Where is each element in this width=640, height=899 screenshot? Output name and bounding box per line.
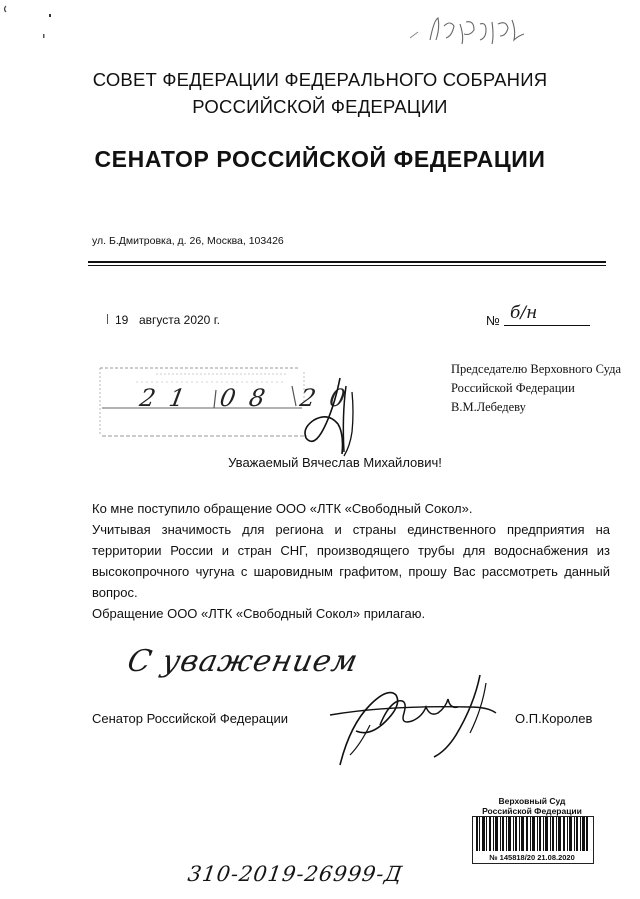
letter-body xyxy=(92,498,610,624)
court-stamp-line2: Российской Федерации xyxy=(482,806,582,816)
header-divider-thick xyxy=(88,261,606,263)
margin-marks xyxy=(0,0,60,50)
letter-number-value: б/н xyxy=(510,303,538,323)
stamp-handwritten-date: 21 08 20 xyxy=(137,384,362,412)
court-registration-stamp xyxy=(470,796,594,866)
organization-name-line1: СОВЕТ ФЕДЕРАЦИИ ФЕДЕРАЛЬНОГО СОБРАНИЯ xyxy=(92,69,548,90)
addressee-line2: Российской Федерации xyxy=(451,381,575,395)
letter-number-label: № xyxy=(486,313,500,328)
barcode-icon xyxy=(476,817,588,851)
letter-date-day: 19 xyxy=(115,313,129,327)
court-registration-number: № 145818/20 21.08.2020 xyxy=(489,853,575,862)
handwritten-closing-text: С уважением xyxy=(124,644,362,679)
handwritten-case-number: 310-2019-26999-Д xyxy=(186,862,405,886)
header-divider-thin xyxy=(88,265,606,266)
letter-greeting: Уважаемый Вячеслав Михайлович! xyxy=(228,455,442,470)
signatory-name: О.П.Королев xyxy=(515,711,593,726)
body-paragraph-2: Учитывая значимость для региона и страны единственного предприятия на территории России и стран СНГ, производящего трубы для водоснабжения из высокопрочного чугуна с шаровидным графитом, прошу Вас рассмотреть данный вопрос. xyxy=(92,522,610,600)
date-tick-mark xyxy=(107,314,108,324)
letter-date-month-year: августа 2020 г. xyxy=(139,313,220,327)
incoming-registration-stamp xyxy=(96,362,362,442)
letter-number-underline xyxy=(504,325,590,326)
body-paragraph-3: Обращение ООО «ЛТК «Свободный Сокол» прилагаю. xyxy=(92,606,426,621)
addressee-line1: Председателю Верховного Суда xyxy=(451,362,621,376)
main-signature xyxy=(310,655,510,775)
signatory-title: Сенатор Российской Федерации xyxy=(92,711,288,726)
sender-address: ул. Б.Дмитровка, д. 26, Москва, 103426 xyxy=(92,235,284,247)
letterhead-title: СЕНАТОР РОССИЙСКОЙ ФЕДЕРАЦИИ xyxy=(94,146,546,172)
organization-name-line2: РОССИЙСКОЙ ФЕДЕРАЦИИ xyxy=(192,96,448,117)
court-stamp-line1: Верховный Суд xyxy=(498,796,566,806)
handwritten-resolution-scribble xyxy=(400,10,550,50)
addressee-name: В.М.Лебедеву xyxy=(451,400,526,414)
body-paragraph-1: Ко мне поступило обращение ООО «ЛТК «Свободный Сокол». xyxy=(92,501,473,516)
